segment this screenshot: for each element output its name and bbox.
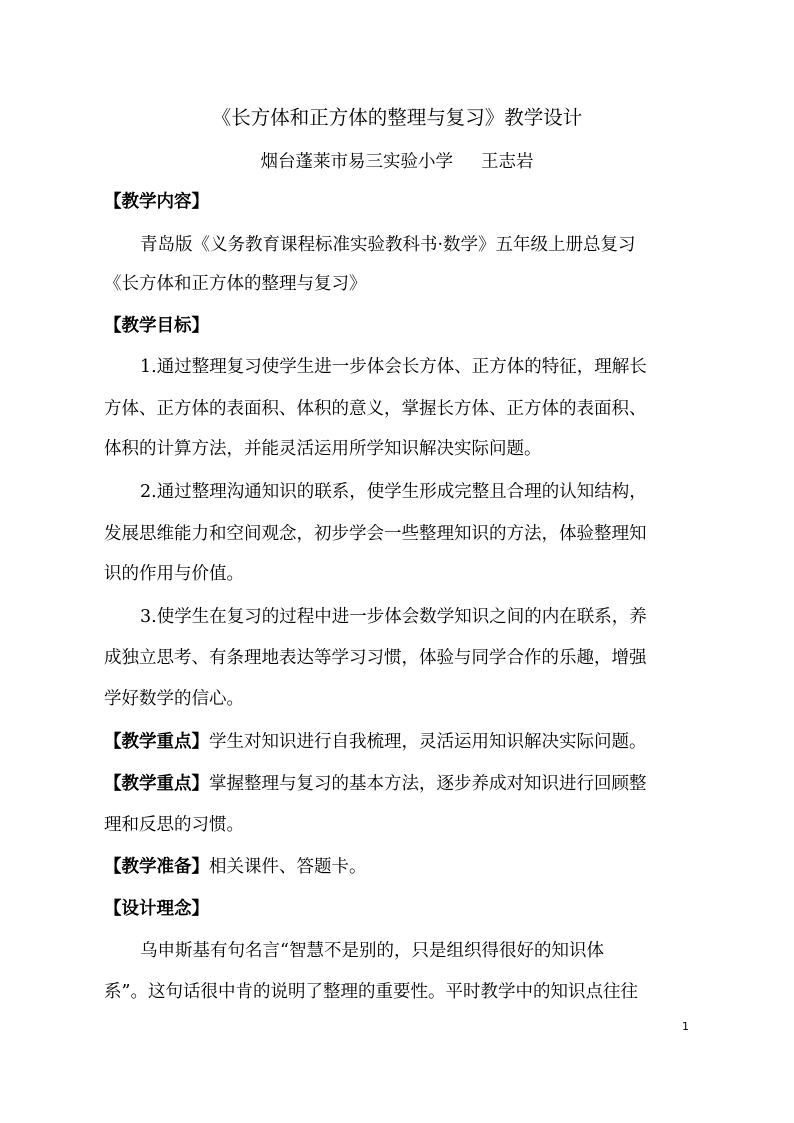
document-title: 《长方体和正方体的整理与复习》教学设计	[211, 106, 583, 129]
goal-text-line: 体积的计算方法，并能灵活运用所学知识解决实际问题。	[104, 439, 542, 459]
goal-text-line: 方体、正方体的表面积、体积的意义，掌握长方体、正方体的表面积、	[104, 399, 647, 419]
prep-line	[104, 855, 694, 879]
section-heading-goals: 【教学目标】	[104, 316, 209, 336]
concept-text-line: 系”。这句话很中肯的说明了整理的重要性。平时教学中的知识点往往	[104, 982, 638, 1002]
section-heading-key-points: 【教学重点】	[104, 732, 209, 752]
goal-text-line: 3.使学生在复习的过程中进一步体会数学知识之间的内在联系，养	[140, 607, 647, 627]
goal-text-line: 学好数学的信心。	[104, 689, 244, 709]
key-point-text-continued: 理和反思的习惯。	[104, 815, 244, 835]
key-point-text: 学生对知识进行自我梳理，灵活运用知识解决实际问题。	[209, 732, 647, 752]
concept-text-line: 乌申斯基有句名言“智慧不是别的，只是组织得很好的知识体	[140, 941, 604, 961]
goal-text-line: 识的作用与价值。	[104, 564, 244, 584]
author-line	[0, 150, 794, 174]
content-text-line: 青岛版《义务教育课程标准实验教科书·数学》五年级上册总复习	[140, 235, 636, 255]
goal-text-line: 成独立思考、有条理地表达等学习习惯，体验与同学合作的乐趣，增强	[104, 648, 647, 668]
page-number: 1	[682, 1020, 689, 1033]
author-name: 王志岩	[481, 152, 534, 172]
section-heading-concept: 【设计理念】	[104, 899, 209, 919]
author-school: 烟台蓬莱市易三实验小学	[260, 152, 453, 172]
goal-text-line: 2.通过整理沟通知识的联系，使学生形成完整且合理的认知结构，	[140, 482, 647, 502]
section-heading-key-points-2: 【教学重点】	[104, 774, 209, 794]
goal-text-line: 发展思维能力和空间观念，初步学会一些整理知识的方法，体验整理知	[104, 524, 647, 544]
key-point-text: 掌握整理与复习的基本方法，逐步养成对知识进行回顾整	[209, 774, 647, 794]
prep-text: 相关课件、答题卡。	[209, 857, 367, 877]
key-point-line	[104, 772, 694, 796]
content-text-line: 《长方体和正方体的整理与复习》	[104, 274, 367, 294]
section-heading-content: 【教学内容】	[104, 192, 209, 212]
key-point-line	[104, 730, 694, 754]
goal-text-line: 1.通过整理复习使学生进一步体会长方体、正方体的特征，理解长	[140, 357, 647, 377]
section-heading-prep: 【教学准备】	[104, 857, 209, 877]
